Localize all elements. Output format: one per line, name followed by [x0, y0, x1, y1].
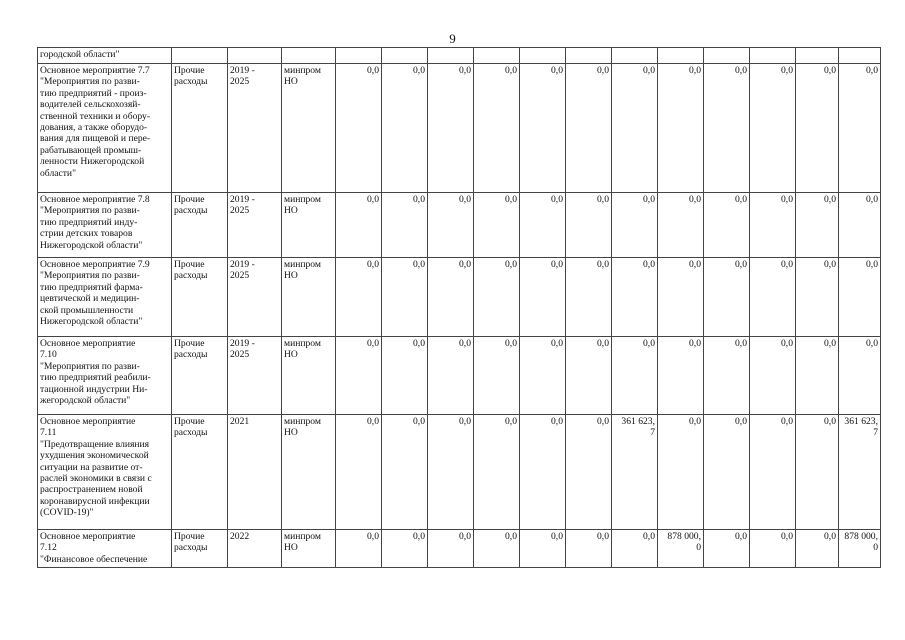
amount-cell — [566, 337, 612, 415]
event-name-cell — [38, 337, 172, 415]
amount-cell — [566, 64, 612, 193]
amount-cell-line: 0,0 — [781, 194, 793, 205]
executor-cell — [282, 64, 336, 193]
amount-cell — [612, 530, 658, 568]
amount-cell-line: 0 — [873, 542, 878, 554]
empty-cell — [282, 48, 336, 64]
empty-cell — [172, 48, 228, 64]
amount-cell-line: 0,0 — [643, 194, 655, 205]
expense-type-cell-line: Прочие — [174, 65, 205, 76]
amount-cell — [474, 258, 520, 337]
amount-cell — [428, 530, 474, 568]
event-name-cell-line: раслей экономики в связи с — [40, 473, 152, 485]
amount-cell — [382, 337, 428, 415]
period-cell-line: 2022 — [230, 531, 250, 542]
empty-cell — [750, 48, 796, 64]
amount-cell — [658, 64, 704, 193]
amount-cell — [612, 415, 658, 530]
amount-cell — [704, 193, 750, 258]
amount-cell-line: 0,0 — [551, 416, 563, 427]
event-name-cell-line: ситуации на развитие от- — [40, 461, 143, 473]
empty-cell — [520, 48, 566, 64]
executor-cell-line: минпром — [284, 259, 321, 270]
event-name-cell-line: области" — [40, 167, 76, 179]
table-row-continuation — [38, 48, 881, 64]
period-cell — [228, 530, 282, 568]
event-name-cell-line: "Мероприятия по разви- — [40, 76, 140, 88]
amount-cell-line: 0,0 — [413, 65, 425, 76]
event-name-cell-line: распространением новой — [40, 484, 143, 496]
amount-cell — [382, 258, 428, 337]
executor-cell-line: НО — [284, 542, 298, 554]
amount-cell-line: 0,0 — [505, 416, 517, 427]
event-name-cell-line: цевтической и медицин- — [40, 293, 140, 305]
expense-type-cell — [172, 337, 228, 415]
amount-cell-line: 0,0 — [459, 338, 471, 349]
amount-cell — [750, 258, 796, 337]
period-cell — [228, 258, 282, 337]
event-name-cell-line: Основное мероприятие — [40, 531, 136, 542]
amount-cell-line: 7 — [650, 427, 655, 439]
amount-cell — [474, 415, 520, 530]
expense-type-cell-line: расходы — [174, 542, 208, 554]
amount-cell — [474, 530, 520, 568]
executor-cell-line: минпром — [284, 531, 321, 542]
amount-cell-line: 0,0 — [735, 338, 747, 349]
event-name-cell-line: "Финансовое обеспечение — [40, 553, 148, 565]
amount-cell-line: 361 623, — [844, 416, 878, 427]
amount-cell-line: 0,0 — [551, 531, 563, 542]
event-name-cell-line: тию предприятий - произ- — [40, 87, 147, 99]
expense-type-cell-line: Прочие — [174, 338, 205, 349]
amount-cell-line: 0,0 — [824, 531, 836, 542]
executor-cell-line: минпром — [284, 416, 321, 427]
amount-cell — [839, 64, 881, 193]
empty-cell — [839, 48, 881, 64]
executor-cell — [282, 337, 336, 415]
table-row — [38, 530, 881, 568]
expense-type-cell-line: расходы — [174, 76, 208, 88]
amount-cell-line: 0,0 — [824, 194, 836, 205]
amount-cell-line: 0,0 — [459, 416, 471, 427]
amount-cell — [750, 337, 796, 415]
executor-cell-line: НО — [284, 427, 298, 439]
event-name-cell-line: (COVID-19)" — [40, 507, 94, 519]
event-name-cell-line: "Мероприятия по разви- — [40, 205, 140, 217]
amount-cell-line: 0,0 — [413, 531, 425, 542]
event-name-cell — [38, 258, 172, 337]
amount-cell-line: 0,0 — [459, 531, 471, 542]
amount-cell — [796, 415, 839, 530]
amount-cell — [612, 337, 658, 415]
executor-cell-line: минпром — [284, 338, 321, 349]
amount-cell-line: 0,0 — [459, 259, 471, 270]
event-name-cell — [38, 415, 172, 530]
amount-cell — [658, 530, 704, 568]
event-name-cell — [38, 64, 172, 193]
period-cell-line: 2019 - — [230, 194, 255, 205]
amount-cell — [658, 258, 704, 337]
empty-cell — [566, 48, 612, 64]
amount-cell-line: 0,0 — [367, 338, 379, 349]
period-cell-line: 2025 — [230, 76, 250, 88]
amount-cell — [750, 64, 796, 193]
event-name-cell-line: стрии детских товаров — [40, 228, 133, 240]
table-row — [38, 193, 881, 258]
period-cell-line: 2025 — [230, 349, 250, 361]
amount-cell — [428, 258, 474, 337]
period-cell — [228, 64, 282, 193]
empty-cell — [428, 48, 474, 64]
amount-cell — [612, 258, 658, 337]
event-name-cell-line: дования, а также оборудо- — [40, 122, 148, 134]
period-cell — [228, 337, 282, 415]
amount-cell-line: 7 — [873, 427, 878, 439]
amount-cell-line: 0,0 — [597, 416, 609, 427]
amount-cell-line: 0,0 — [459, 194, 471, 205]
amount-cell-line: 0,0 — [551, 338, 563, 349]
executor-cell — [282, 415, 336, 530]
amount-cell — [704, 258, 750, 337]
amount-cell-line: 0,0 — [505, 531, 517, 542]
amount-cell-line: 0,0 — [824, 338, 836, 349]
event-name-cell-line: коронавирусной инфекции — [40, 495, 150, 507]
table-row — [38, 337, 881, 415]
amount-cell — [704, 64, 750, 193]
expense-type-cell-line: Прочие — [174, 194, 205, 205]
expense-type-cell — [172, 193, 228, 258]
expense-type-cell-line: расходы — [174, 205, 208, 217]
empty-cell — [474, 48, 520, 64]
amount-cell-line: 0,0 — [367, 194, 379, 205]
amount-cell — [839, 530, 881, 568]
event-name-cell-line: 7.11 — [40, 427, 57, 439]
event-name-cell-line: ской промышленности — [40, 304, 134, 316]
amount-cell-line: 0,0 — [367, 259, 379, 270]
amount-cell-line: 0,0 — [781, 531, 793, 542]
amount-cell-line: 0,0 — [505, 259, 517, 270]
executor-cell — [282, 193, 336, 258]
period-cell-line: 2019 - — [230, 259, 255, 270]
event-name-cell-line: "Мероприятия по разви- — [40, 360, 140, 372]
amount-cell — [658, 193, 704, 258]
executor-cell-line: минпром — [284, 194, 321, 205]
table-row — [38, 258, 881, 337]
amount-cell — [704, 415, 750, 530]
amount-cell-line: 0,0 — [413, 194, 425, 205]
event-name-cell-line: водителей сельскохозяй- — [40, 99, 141, 111]
amount-cell-line: 0,0 — [735, 194, 747, 205]
amount-cell — [612, 64, 658, 193]
amount-cell-line: 0,0 — [866, 338, 878, 349]
amount-cell-line: 0,0 — [551, 194, 563, 205]
amount-cell-line: 0,0 — [413, 416, 425, 427]
amount-cell — [382, 415, 428, 530]
amount-cell — [520, 64, 566, 193]
amount-cell — [520, 258, 566, 337]
amount-cell — [839, 415, 881, 530]
amount-cell-line: 0,0 — [781, 65, 793, 76]
event-name-cell-line: ственной техники и обору- — [40, 110, 151, 122]
amount-cell-line: 0,0 — [643, 531, 655, 542]
amount-cell — [428, 64, 474, 193]
amount-cell — [474, 337, 520, 415]
amount-cell-line: 0,0 — [689, 65, 701, 76]
event-name-cell-line: тационной индустрии Ни- — [40, 383, 148, 395]
event-name-cell-line: ухудшения экономической — [40, 450, 149, 462]
amount-cell — [520, 337, 566, 415]
amount-cell — [612, 193, 658, 258]
amount-cell — [796, 193, 839, 258]
amount-cell-line: 0,0 — [735, 416, 747, 427]
page-number: 9 — [449, 31, 456, 46]
expense-type-cell — [172, 415, 228, 530]
amount-cell-line: 0,0 — [505, 338, 517, 349]
amount-cell-line: 0,0 — [505, 65, 517, 76]
executor-cell-line: НО — [284, 270, 298, 282]
amount-cell-line: 0,0 — [367, 416, 379, 427]
event-name-cell-line: Основное мероприятие 7.7 — [40, 65, 150, 76]
executor-cell — [282, 530, 336, 568]
amount-cell-line: 0,0 — [597, 194, 609, 205]
amount-cell-line: 0,0 — [643, 338, 655, 349]
amount-cell — [566, 415, 612, 530]
amount-cell — [566, 530, 612, 568]
amount-cell-line: 0,0 — [643, 65, 655, 76]
executor-cell-line: НО — [284, 205, 298, 217]
amount-cell — [658, 415, 704, 530]
amount-cell-line: 0,0 — [367, 65, 379, 76]
amount-cell-line: 0,0 — [551, 65, 563, 76]
period-cell-line: 2021 — [230, 416, 250, 427]
amount-cell — [839, 258, 881, 337]
amount-cell-line: 0,0 — [551, 259, 563, 270]
amount-cell-line: 0,0 — [866, 259, 878, 270]
expense-type-cell — [172, 258, 228, 337]
amount-cell-line: 0,0 — [643, 259, 655, 270]
empty-cell — [336, 48, 382, 64]
event-name-cell-line: Основное мероприятие 7.9 — [40, 259, 150, 270]
event-name-cell-line: ленности Нижегородской — [40, 156, 145, 168]
amount-cell-line: 0,0 — [866, 194, 878, 205]
amount-cell-line: 0,0 — [824, 65, 836, 76]
amount-cell-line: 0,0 — [824, 416, 836, 427]
event-name-cell-line: 7.12 — [40, 542, 57, 554]
event-name-cell-line: Нижегородской области" — [40, 316, 143, 328]
amount-cell-line: 0,0 — [781, 259, 793, 270]
event-name-cell-line: тию предприятий инду- — [40, 216, 138, 228]
amount-cell-line: 0,0 — [735, 531, 747, 542]
amount-cell — [428, 193, 474, 258]
expense-type-cell-line: Прочие — [174, 416, 205, 427]
amount-cell — [796, 530, 839, 568]
amount-cell-line: 0,0 — [689, 338, 701, 349]
amount-cell — [566, 258, 612, 337]
amount-cell — [750, 415, 796, 530]
expense-type-cell-line: Прочие — [174, 531, 205, 542]
amount-cell — [474, 64, 520, 193]
amount-cell-line: 0,0 — [689, 194, 701, 205]
amount-cell-line: 0,0 — [459, 65, 471, 76]
period-cell-line: 2019 - — [230, 65, 255, 76]
executor-cell-line: минпром — [284, 65, 321, 76]
amount-cell — [520, 530, 566, 568]
executor-cell — [282, 258, 336, 337]
amount-cell-line: 0,0 — [413, 338, 425, 349]
amount-cell-line: 0,0 — [597, 65, 609, 76]
event-name-cell — [38, 48, 172, 64]
expense-type-cell — [172, 530, 228, 568]
event-name-cell-line: Основное мероприятие — [40, 416, 136, 427]
expense-type-cell-line: расходы — [174, 270, 208, 282]
amount-cell-line: 878 000, — [844, 531, 878, 542]
period-cell — [228, 193, 282, 258]
expense-type-cell-line: расходы — [174, 427, 208, 439]
executor-cell-line: НО — [284, 349, 298, 361]
event-name-cell-line: Нижегородской области" — [40, 239, 143, 251]
amount-cell-line: 0,0 — [824, 259, 836, 270]
amount-cell — [336, 64, 382, 193]
amount-cell-line: 0,0 — [689, 259, 701, 270]
amount-cell — [796, 258, 839, 337]
amount-cell — [336, 530, 382, 568]
amount-cell — [839, 193, 881, 258]
event-name-cell-line: городской области" — [40, 49, 120, 60]
event-name-cell — [38, 193, 172, 258]
event-name-cell — [38, 530, 172, 568]
empty-cell — [704, 48, 750, 64]
event-name-cell-line: жегородской области" — [40, 395, 131, 407]
amount-cell-line: 0,0 — [735, 65, 747, 76]
event-name-cell-line: Основное мероприятие 7.8 — [40, 194, 150, 205]
expense-type-cell-line: расходы — [174, 349, 208, 361]
amount-cell — [336, 193, 382, 258]
amount-cell-line: 0,0 — [735, 259, 747, 270]
event-name-cell-line: рабатывающей промыш- — [40, 144, 142, 156]
executor-cell-line: НО — [284, 76, 298, 88]
amount-cell — [428, 415, 474, 530]
event-name-cell-line: тию предприятий фарма- — [40, 281, 143, 293]
amount-cell — [520, 193, 566, 258]
event-name-cell-line: тию предприятий реабили- — [40, 372, 151, 384]
amount-cell-line: 0,0 — [866, 65, 878, 76]
amount-cell — [428, 337, 474, 415]
empty-cell — [382, 48, 428, 64]
period-cell-line: 2025 — [230, 205, 250, 217]
amount-cell-line: 0,0 — [505, 194, 517, 205]
event-name-cell-line: вания для пищевой и пере- — [40, 133, 151, 145]
amount-cell — [382, 193, 428, 258]
amount-cell-line: 0 — [696, 542, 701, 554]
empty-cell — [228, 48, 282, 64]
amount-cell-line: 0,0 — [597, 338, 609, 349]
amount-cell-line: 0,0 — [413, 259, 425, 270]
empty-cell — [658, 48, 704, 64]
empty-cell — [796, 48, 839, 64]
amount-cell — [658, 337, 704, 415]
amount-cell — [750, 530, 796, 568]
event-name-cell-line: "Предотвращение влияния — [40, 438, 150, 450]
amount-cell — [336, 337, 382, 415]
amount-cell — [839, 337, 881, 415]
amount-cell — [382, 64, 428, 193]
amount-cell — [336, 415, 382, 530]
amount-cell — [566, 193, 612, 258]
empty-cell — [612, 48, 658, 64]
amount-cell — [382, 530, 428, 568]
event-name-cell-line: "Мероприятия по разви- — [40, 270, 140, 282]
amount-cell-line: 0,0 — [689, 416, 701, 427]
period-cell — [228, 415, 282, 530]
amount-cell — [474, 193, 520, 258]
amount-cell-line: 0,0 — [781, 338, 793, 349]
budget-table — [37, 47, 881, 568]
amount-cell-line: 361 623, — [621, 416, 655, 427]
table-row — [38, 64, 881, 193]
amount-cell — [520, 415, 566, 530]
amount-cell-line: 0,0 — [597, 531, 609, 542]
table-body — [38, 48, 881, 568]
event-name-cell-line: 7.10 — [40, 349, 57, 361]
amount-cell — [704, 337, 750, 415]
period-cell-line: 2025 — [230, 270, 250, 282]
amount-cell-line: 0,0 — [781, 416, 793, 427]
amount-cell-line: 0,0 — [597, 259, 609, 270]
period-cell-line: 2019 - — [230, 338, 255, 349]
amount-cell — [796, 337, 839, 415]
amount-cell — [750, 193, 796, 258]
amount-cell — [796, 64, 839, 193]
amount-cell-line: 0,0 — [367, 531, 379, 542]
expense-type-cell-line: Прочие — [174, 259, 205, 270]
table-row — [38, 415, 881, 530]
amount-cell — [336, 258, 382, 337]
amount-cell — [704, 530, 750, 568]
event-name-cell-line: Основное мероприятие — [40, 338, 136, 349]
expense-type-cell — [172, 64, 228, 193]
amount-cell-line: 878 000, — [667, 531, 701, 542]
